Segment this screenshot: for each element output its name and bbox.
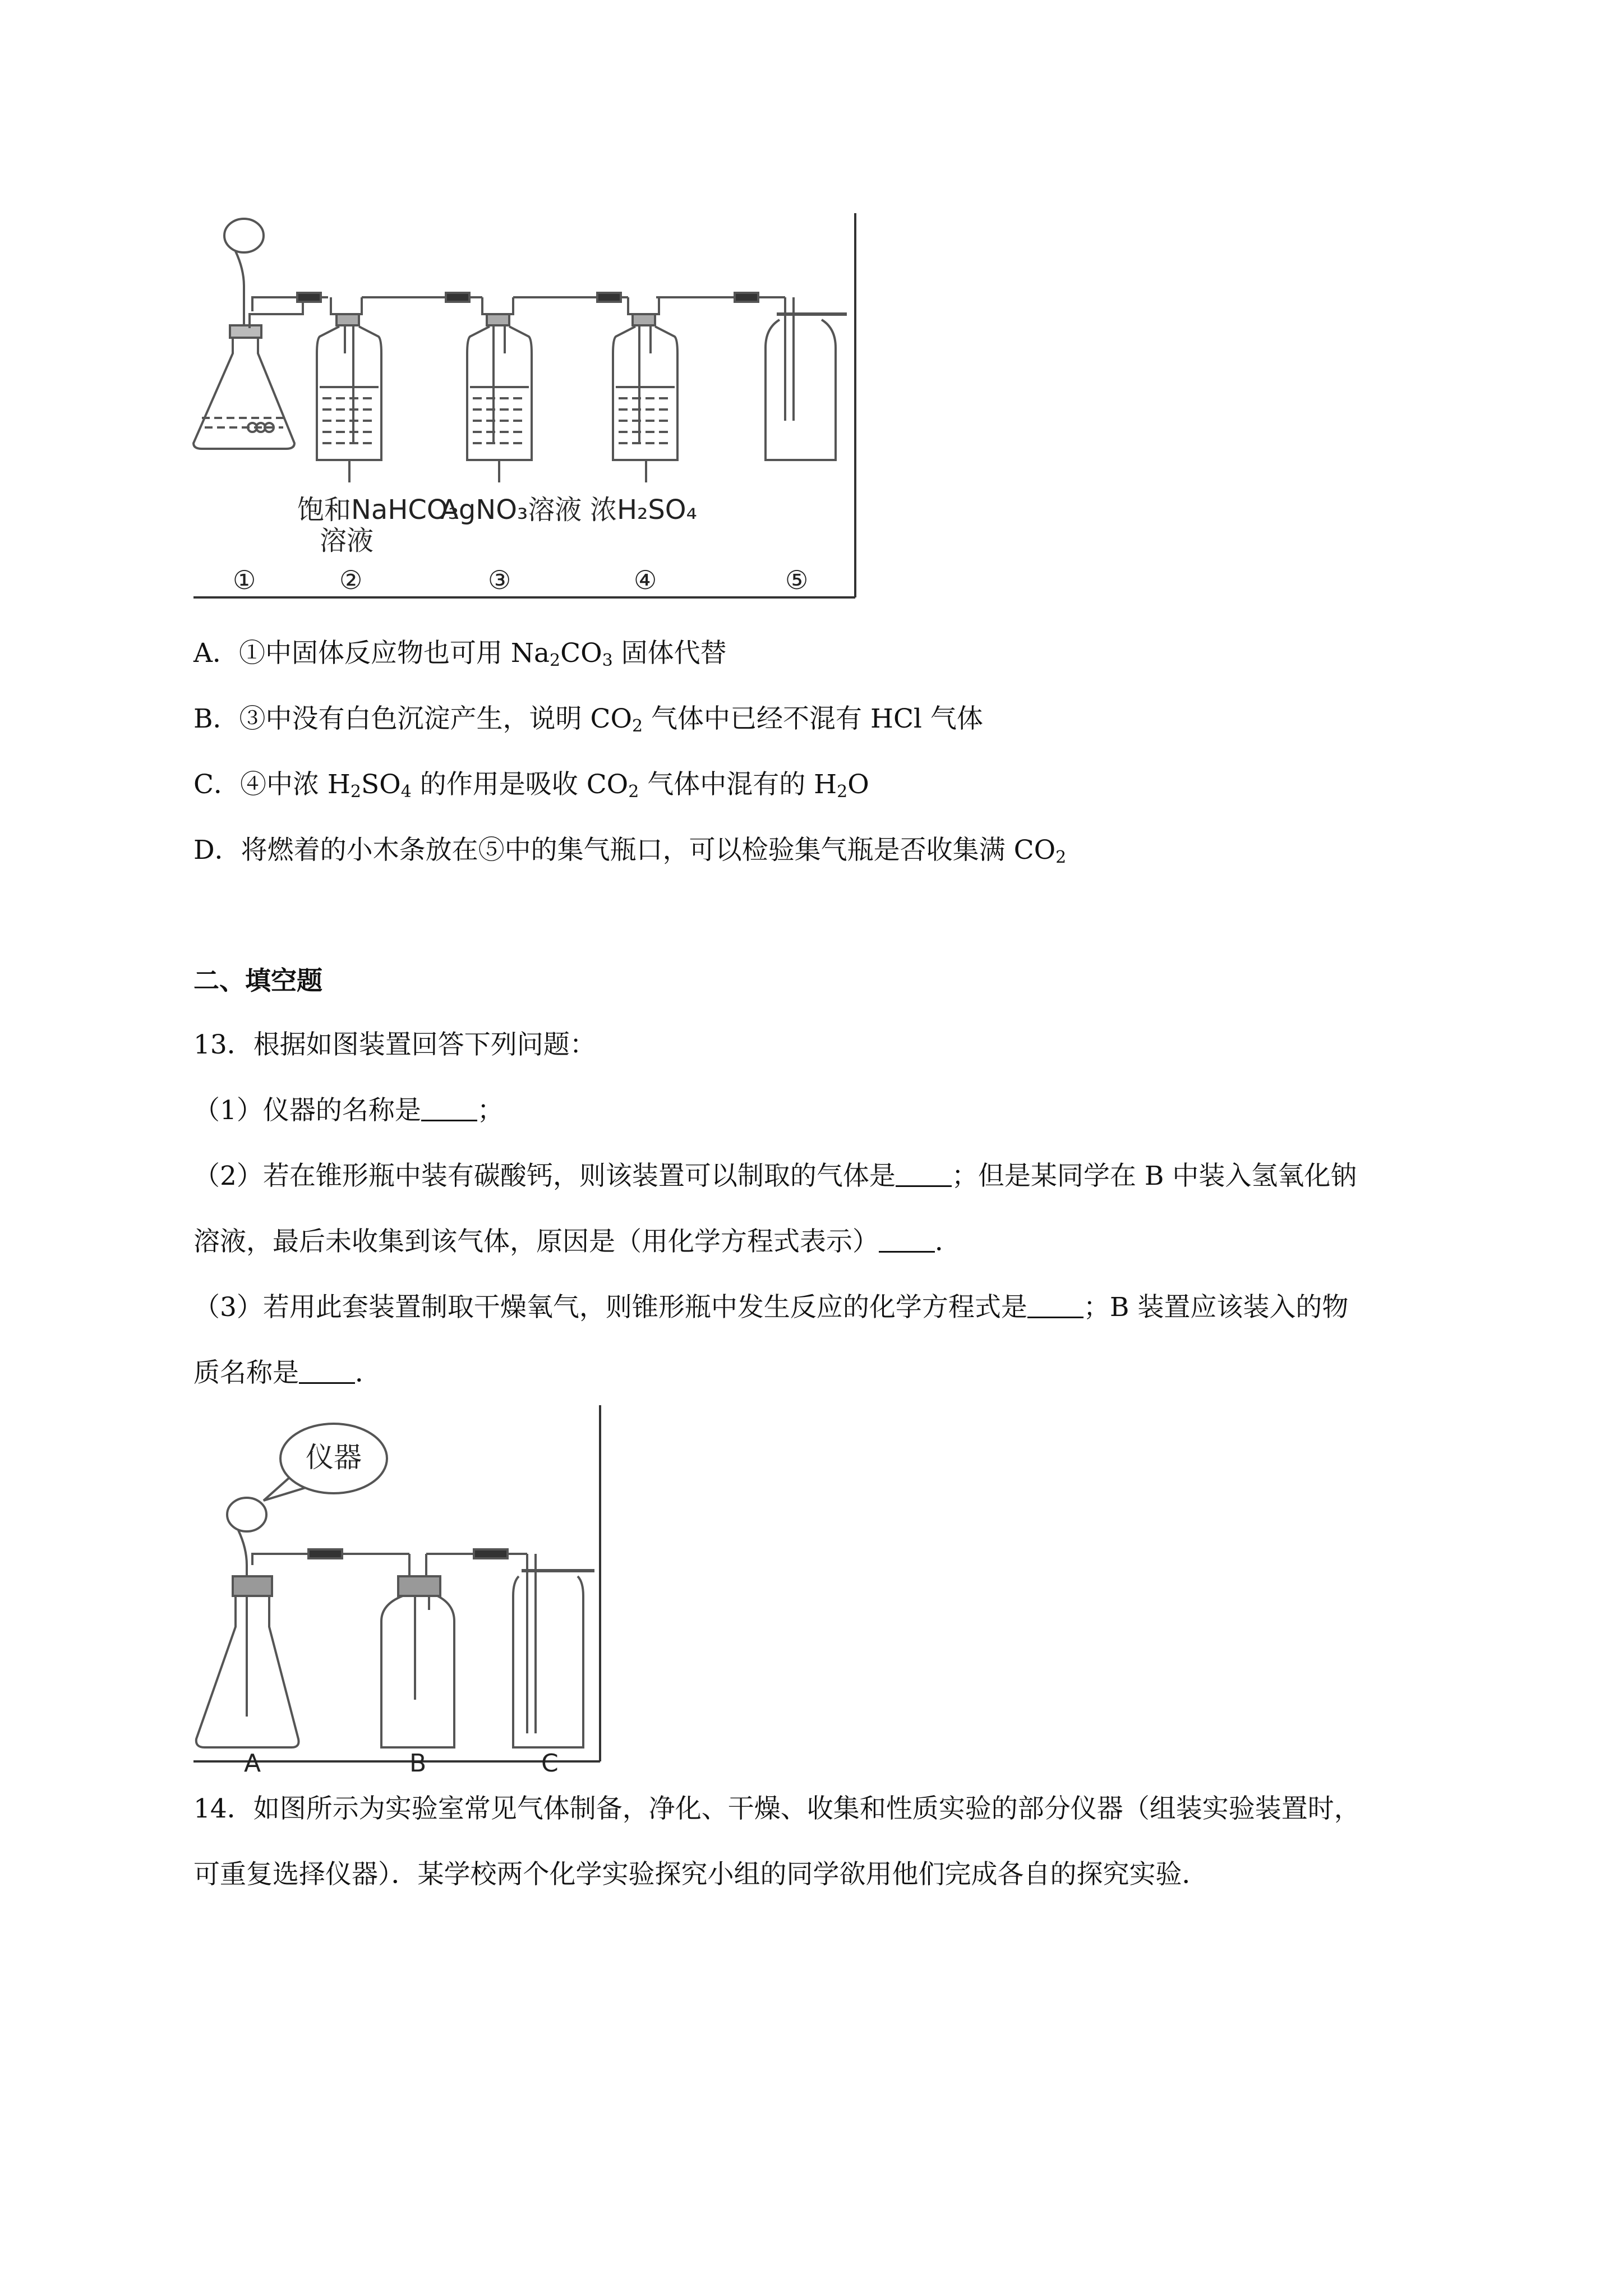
- q14-line1: 14．如图所示为实验室常见气体制备，净化、干燥、收集和性质实验的部分仪器（组装实验装置时，: [193, 1793, 1361, 1824]
- bottle-2: [317, 297, 381, 482]
- q13-part3-line2: 质名称是 ．: [193, 1358, 381, 1388]
- q13-part1: （1）仪器的名称是 ；: [193, 1095, 504, 1126]
- q13-part3-line1: （3）若用此套装置制取干燥氧气，则锥形瓶中发生反应的化学方程式是 ；B 装置应该装入的物: [193, 1292, 1349, 1323]
- bottle-b: [381, 1554, 454, 1747]
- option-c: C．④中浓 $H_2SO_4$ 的作用是吸收 $CO_2$ 气体中混有的 $H_2O$: [193, 769, 869, 802]
- figure-1-svg: [191, 208, 864, 600]
- label-num-4: ④: [634, 565, 657, 595]
- label-num-5: ⑤: [785, 565, 809, 595]
- option-a: A．①中固体反应物也可用 $Na_2CO_3$ 固体代替: [193, 638, 727, 670]
- label-solution: 溶液: [320, 525, 374, 556]
- label-a: A: [244, 1749, 261, 1773]
- answer-blank[interactable]: [421, 1095, 477, 1121]
- answer-blank[interactable]: [879, 1226, 935, 1253]
- q13-part2-line1: （2）若在锥形瓶中装有碳酸钙，则该装置可以制取的气体是 ；但是某同学在 B 中装入氢氧化钠: [193, 1161, 1357, 1191]
- bubble-text: 仪器: [306, 1441, 362, 1474]
- q13-part2-line2: 溶液，最后未收集到该气体，原因是（用化学方程式表示） ．: [193, 1226, 961, 1257]
- figure-2-apparatus: [191, 1402, 617, 1773]
- bottle-3: [467, 297, 532, 482]
- figure-2-svg: [191, 1402, 617, 1773]
- answer-blank[interactable]: [299, 1358, 355, 1384]
- label-saturated-nahco3: 饱和NaHCO₃: [297, 494, 459, 526]
- flask-a: [196, 1498, 314, 1747]
- label-c: C: [541, 1749, 559, 1773]
- figure-1-apparatus: [191, 208, 864, 600]
- bottle-c: [513, 1554, 594, 1747]
- section-heading: 二、填空题: [193, 965, 322, 996]
- label-num-3: ③: [488, 565, 511, 595]
- q14-line2: 可重复选择仪器）．某学校两个化学实验探究小组的同学欲用他们完成各自的探究实验．: [193, 1859, 1209, 1890]
- option-d: D．将燃着的小木条放在⑤中的集气瓶口，可以检验集气瓶是否收集满 $CO_2$: [193, 835, 1067, 867]
- label-b: B: [409, 1749, 427, 1773]
- answer-blank[interactable]: [896, 1161, 952, 1187]
- label-num-2: ②: [339, 565, 363, 595]
- bottle-5: [766, 297, 847, 460]
- option-b: B．③中没有白色沉淀产生，说明 $CO_2$ 气体中已经不混有 HCl 气体: [193, 703, 983, 736]
- label-num-1: ①: [233, 565, 256, 595]
- q13-stem: 13．根据如图装置回答下列问题：: [193, 1029, 596, 1060]
- bottle-4: [613, 297, 677, 482]
- flask-1: [193, 219, 303, 449]
- label-agno3-solution: AgNO₃溶液: [440, 494, 582, 526]
- label-conc-h2so4: 浓H₂SO₄: [590, 494, 697, 526]
- answer-blank[interactable]: [1027, 1292, 1083, 1318]
